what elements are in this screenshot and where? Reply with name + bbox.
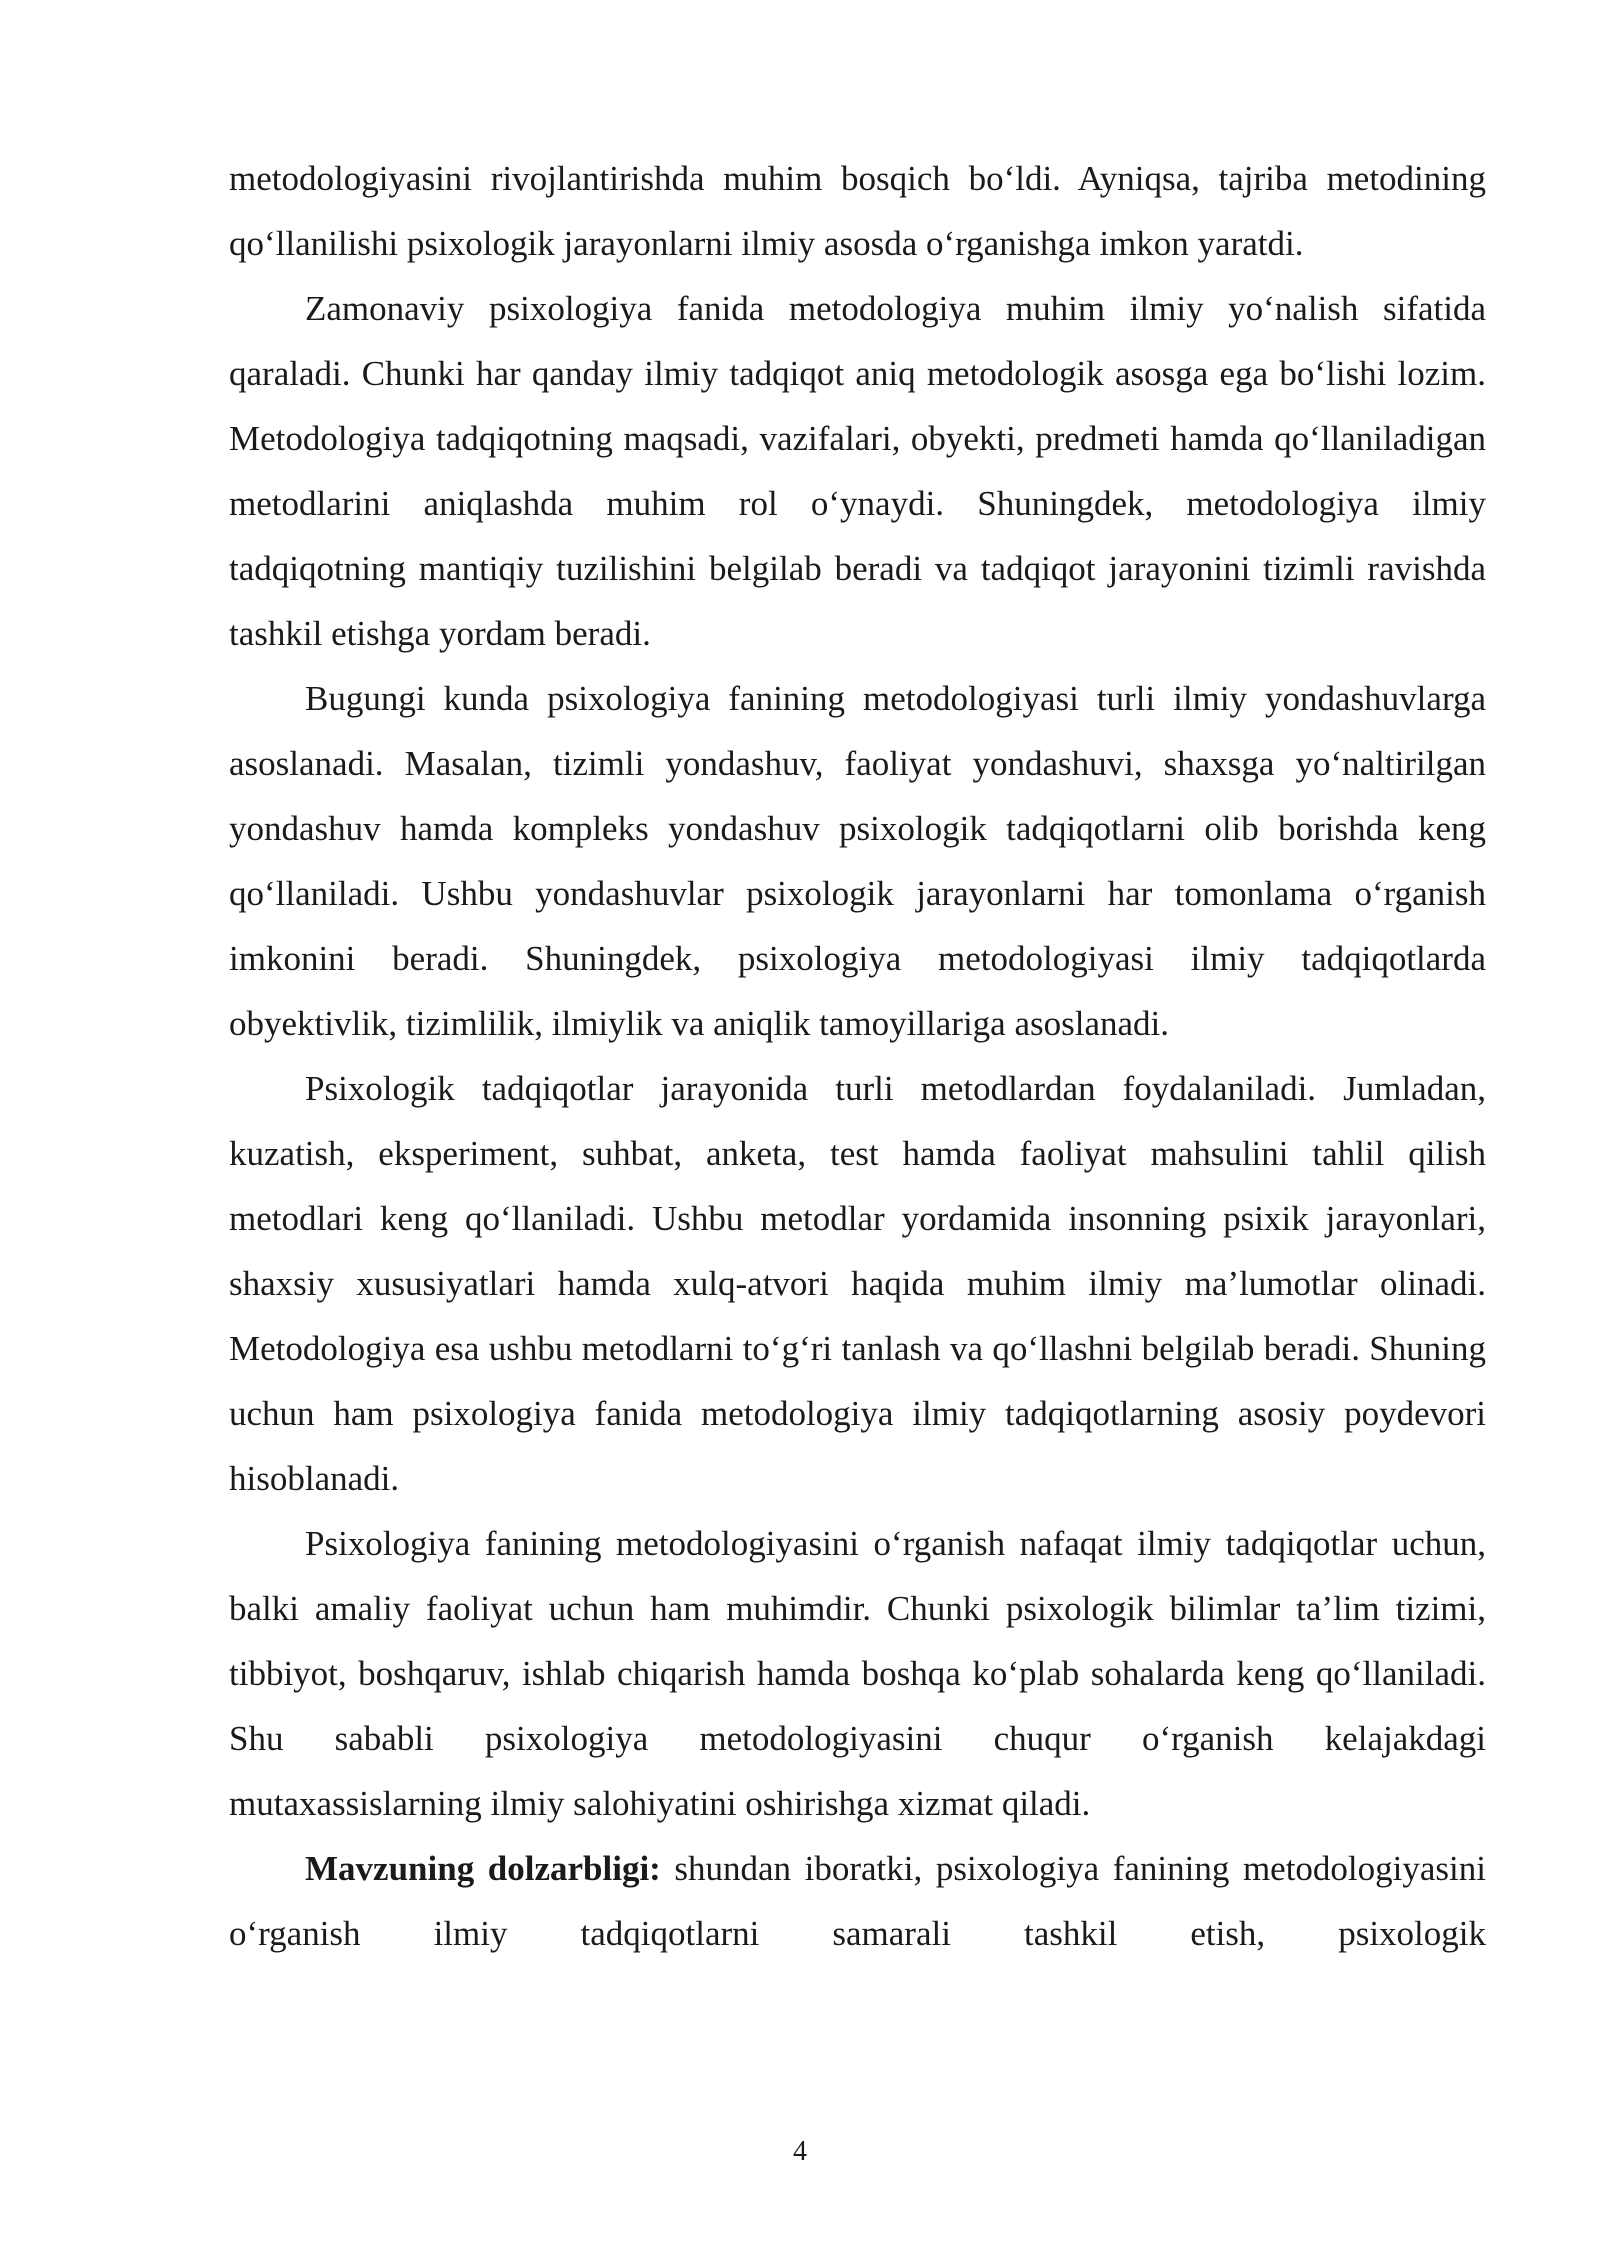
- paragraph-4: Psixologik tadqiqotlar jarayonida turli metodlardan foydalaniladi. Jumladan, kuzatish, eksperiment, suhbat, anketa, test hamda faoliyat mahsulini tahlil qilish metodlari keng qo‘llaniladi. Ushbu metodlar yordamida insonning psixik jarayonlari, shaxsiy xususiyatlari hamda xulq-atvori haqida muhim ilmiy ma’lumotlar olinadi. Metodologiya esa ushbu metodlarni to‘g‘ri tanlash va qo‘llashni belgilab beradi. Shuning uchun ham psixologiya fanida metodologiya ilmiy tadqiqotlarning asosiy poydevori hisoblanadi.: [229, 1069, 1486, 1498]
- paragraph-2: Zamonaviy psixologiya fanida metodologiya muhim ilmiy yo‘nalish sifatida qaraladi. Chunki har qanday ilmiy tadqiqot aniq metodologik asosga ega bo‘lishi lozim. Metodologiya tadqiqotning maqsadi, vazifalari, obyekti, predmeti hamda qo‘llaniladigan metodlarini aniqlashda muhim rol o‘ynaydi. Shuningdek, metodologiya ilmiy tadqiqotning mantiqiy tuzilishini belgilab beradi va tadqiqot jarayonini tizimli ravishda tashkil etishga yordam beradi.: [229, 289, 1486, 653]
- body-text: [229, 146, 1486, 1966]
- page-number: 4: [793, 2136, 807, 2167]
- paragraph-6: [229, 1836, 1486, 1966]
- paragraph-3: Bugungi kunda psixologiya fanining metodologiyasi turli ilmiy yondashuvlarga asoslanadi. Masalan, tizimli yondashuv, faoliyat yondashuvi, shaxsga yo‘naltirilgan yondashuv hamda kompleks yondashuv psixologik tadqiqotlarni olib borishda keng qo‘llaniladi. Ushbu yondashuvlar psixologik jarayonlarni har tomonlama o‘rganish imkonini beradi. Shuningdek, psixologiya metodologiyasi ilmiy tadqiqotlarda obyektivlik, tizimlilik, ilmiylik va aniqlik tamoyillariga asoslanadi.: [229, 679, 1486, 1043]
- paragraph-5: Psixologiya fanining metodologiyasini o‘rganish nafaqat ilmiy tadqiqotlar uchun, balki amaliy faoliyat uchun ham muhimdir. Chunki psixologik bilimlar ta’lim tizimi, tibbiyot, boshqaruv, ishlab chiqarish hamda boshqa ko‘plab sohalarda keng qo‘llaniladi. Shu sababli psixologiya metodologiyasini chuqur o‘rganish kelajakdagi mutaxassislarning ilmiy salohiyatini oshirishga xizmat qiladi.: [229, 1524, 1486, 1823]
- paragraph-6-text: shundan iboratki, psixologiya fanining metodologiyasini o‘rganish ilmiy tadqiqotlarni samarali tashkil etish, psixologik: [229, 1849, 1486, 1953]
- paragraph-6-lead: Mavzuning dolzarbligi:: [305, 1849, 661, 1888]
- paragraph-1: metodologiyasini rivojlantirishda muhim bosqich bo‘ldi. Ayniqsa, tajriba metodining qo‘llanilishi psixologik jarayonlarni ilmiy asosda o‘rganishga imkon yaratdi.: [229, 159, 1486, 263]
